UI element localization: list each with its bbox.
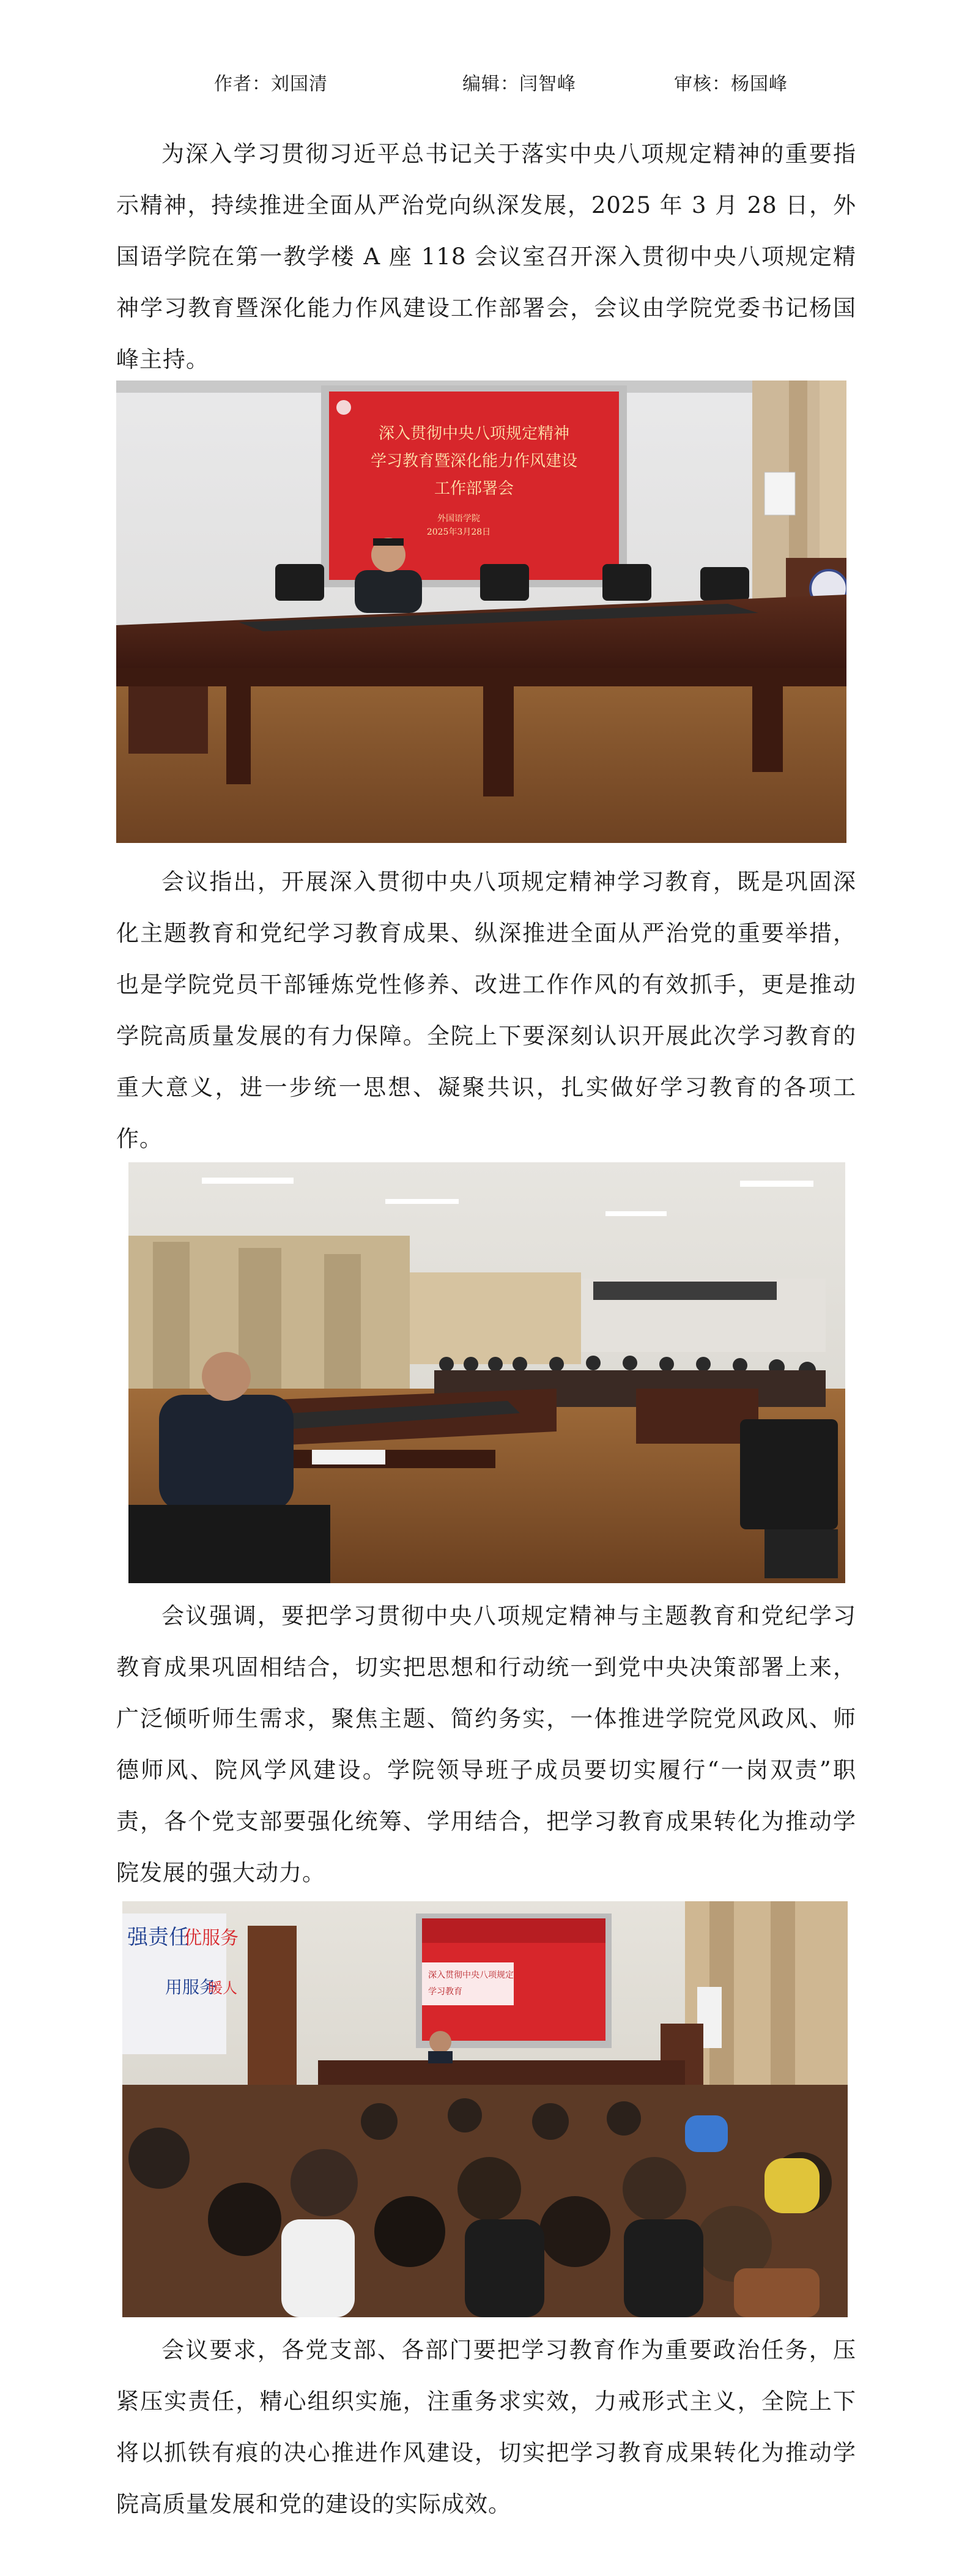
editor-credit: 编辑：闫智峰: [462, 73, 576, 95]
slide-footer-date: 2025年3月28日: [426, 527, 491, 537]
paragraph-significance: 会议指出，开展深入贯彻中央八项规定精神学习教育，既是巩固深化主题教育和党纪学习教育成果、纵深推进全面从严治党的重要举措，也是学院党员干部锤炼党性修养、改进工作作风的有效抓手，更是推动学院高质量发展的有力保障。全院上下要深刻认识开展此次学习教育的重大意义，进一步统一思想、凝聚共识，扎实做好学习教育的各项工作。: [116, 869, 856, 1152]
reviewer-credit: 审核：杨国峰: [674, 73, 788, 95]
meeting-photo-chair: [116, 380, 846, 843]
wall-slogan-1b: 优服务: [183, 1928, 239, 1949]
byline: [214, 69, 788, 95]
slide-line-1: 深入贯彻中央八项规定精神: [378, 425, 570, 443]
paragraph-requirements: 会议要求，各党支部、各部门要把学习教育作为重要政治任务，压紧压实责任，精心组织实施，注重务求实效，力戒形式主义，全院上下将以抓铁有痕的决心推进作风建设，切实把学习教育成果转化为推动学院高质量发展和党的建设的实际成效。: [116, 2337, 856, 2517]
slide2-line-2: 学习教育: [428, 1987, 462, 1997]
paragraph-emphasis: 会议强调，要把学习贯彻中央八项规定精神与主题教育和党纪学习教育成果巩固相结合，切实把思想和行动统一到党中央决策部署上来，广泛倾听师生需求，聚焦主题、简约务实，一体推进学院党风政风、师德师风、院风学风建设。学院领导班子成员要切实履行“一岗双责”职责，各个党支部要强化统筹、学用结合，把学习教育成果转化为推动学院发展的强大动力。: [116, 1603, 856, 1886]
slide-line-2: 学习教育暨深化能力作风建设: [370, 452, 578, 470]
wall-slogan-2: 用服务: [165, 1977, 217, 1997]
author-credit: 作者：刘国清: [214, 73, 328, 95]
meeting-photo-audience: [122, 1901, 848, 2317]
slide2-line-1: 深入贯彻中央八项规定: [428, 1970, 514, 1980]
paragraph-intro: 为深入学习贯彻习近平总书记关于落实中央八项规定精神的重要指示精神，持续推进全面从严治党向纵深发展，2025 年 3 月 28 日，外国语学院在第一教学楼 A 座 118 会议室召开深入贯彻中央八项规定精神学习教育暨深化能力作风建设工作部署会，会议由学院党委书记杨国峰主持。: [116, 141, 856, 373]
meeting-photo-room: [128, 1162, 845, 1583]
wall-slogan-2b: 暖人: [208, 1980, 237, 1997]
wall-slogan-1: 强责任: [127, 1925, 190, 1950]
slide-footer-org: 外国语学院: [437, 514, 480, 524]
slide-line-3: 工作部署会: [434, 480, 514, 498]
